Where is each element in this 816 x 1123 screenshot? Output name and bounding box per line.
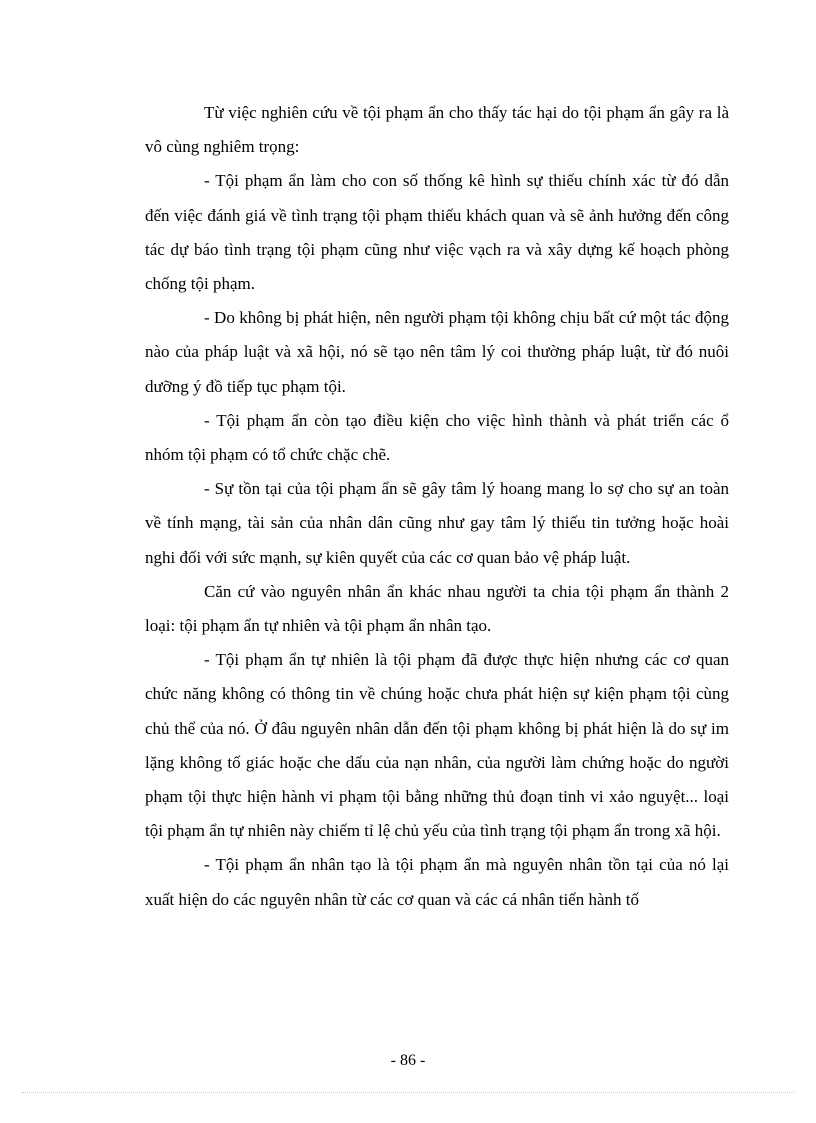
paragraph-statistics: - Tội phạm ẩn làm cho con số thống kê hình sự thiếu chính xác từ đó dẫn đến việc đánh giá về tình trạng tội phạm thiếu khách quan và sẽ ảnh hưởng đến công tác dự báo tình trạng tội phạm cũng như việc vạch ra và xây dựng kế hoạch phòng chống tội phạm. xyxy=(145,171,729,294)
paragraph-public-anxiety: - Sự tồn tại của tội phạm ẩn sẽ gây tâm lý hoang mang lo sợ cho sự an toàn về tính mạng, tài sản của nhân dân cũng như gay tâm lý thiếu tin tưởng hoặc hoài nghi đối với sức mạnh, sự kiên quyết của các cơ quan bảo vệ pháp luật. xyxy=(145,479,729,567)
page-number: - 86 - xyxy=(390,1052,426,1069)
page-bottom-border xyxy=(22,1092,794,1093)
body-text xyxy=(145,96,729,917)
paragraph-classification: Căn cứ vào nguyên nhân ẩn khác nhau người ta chia tội phạm ẩn thành 2 loại: tội phạm ẩn tự nhiên và tội phạm ẩn nhân tạo. xyxy=(145,581,729,636)
paragraph-intro: Từ việc nghiên cứu về tội phạm ẩn cho thấy tác hại do tội phạm ẩn gây ra là vô cùng nghiêm trọng: xyxy=(145,103,729,157)
paragraph-artificial-latent-crime: - Tội phạm ẩn nhân tạo là tội phạm ẩn mà nguyên nhân tồn tại của nó lại xuất hiện do các nguyên nhân từ các cơ quan và các cá nhân tiến hành tố xyxy=(145,855,729,909)
paragraph-undetected: - Do không bị phát hiện, nên người phạm tội không chịu bất cứ một tác động nào của pháp luật và xã hội, nó sẽ tạo nên tâm lý coi thường pháp luật, từ đó nuôi dưỡng ý đồ tiếp tục phạm tội. xyxy=(145,308,729,396)
paragraph-organized-crime: - Tội phạm ẩn còn tạo điều kiện cho việc hình thành và phát triển các ổ nhóm tội phạm có tổ chức chặc chẽ. xyxy=(145,410,729,465)
paragraph-natural-latent-crime: - Tội phạm ẩn tự nhiên là tội phạm đã được thực hiện nhưng các cơ quan chức năng không có thông tin về chúng hoặc chưa phát hiện sự kiện phạm tội cùng chủ thể của nó. Ở đâu nguyên nhân dẫn đến tội phạm không bị phát hiện là do sự im lặng không tố giác hoặc che dấu của nạn nhân, của người làm chứng hoặc do người phạm tội thực hiện hành vi phạm tội bằng những thủ đoạn tinh vi xảo nguyệt... loại tội phạm ẩn tự nhiên này chiếm tỉ lệ chủ yếu của tình trạng tội phạm ẩn trong xã hội. xyxy=(145,650,729,841)
